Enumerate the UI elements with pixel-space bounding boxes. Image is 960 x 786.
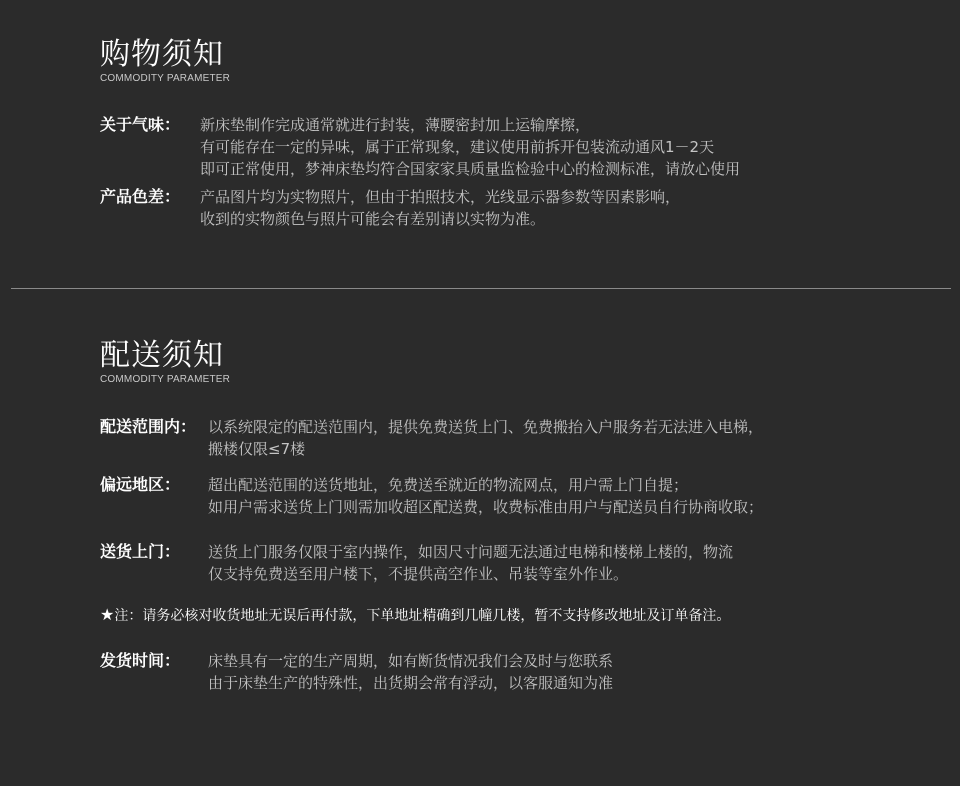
delivery-range-line-1: 以系统限定的配送范围内，提供免费送货上门、免费搬抬入户服务若无法进入电梯，: [208, 418, 764, 436]
delivery-range-label: 配送范围内：: [100, 417, 197, 436]
section-divider: [11, 288, 951, 289]
shipping-time-line-1: 床垫具有一定的生产周期，如有断货情况我们会及时与您联系: [208, 652, 614, 670]
color-diff-line-2: 收到的实物颜色与照片可能会有差别请以实物为准。: [200, 210, 546, 228]
color-diff-line-1: 产品图片均为实物照片，但由于拍照技术，光线显示器参数等因素影响，: [200, 188, 681, 206]
shipping-time-line-2: 由于床垫生产的特殊性，出货期会常有浮动，以客服通知为准: [208, 674, 614, 692]
shopping-subtitle: COMMODITY PARAMETER: [100, 73, 231, 84]
door-delivery-line-1: 送货上门服务仅限于室内操作，如因尺寸问题无法通过电梯和楼梯上楼的，物流: [208, 543, 734, 561]
smell-text: [200, 114, 740, 180]
delivery-range-line-2: 搬楼仅限≤7楼: [208, 440, 306, 458]
color-diff-label: 产品色差：: [100, 187, 181, 206]
delivery-range-text: [208, 416, 763, 460]
shopping-title: 购物须知: [100, 37, 224, 72]
remote-area-label: 偏远地区：: [100, 475, 181, 494]
smell-label: 关于气味：: [100, 115, 181, 134]
door-delivery-line-2: 仅支持免费送至用户楼下，不提供高空作业、吊装等室外作业。: [208, 565, 629, 583]
door-delivery-text: [208, 541, 733, 585]
color-diff-text: [200, 186, 680, 230]
delivery-title: 配送须知: [100, 338, 224, 373]
shipping-time-label: 发货时间：: [100, 651, 181, 670]
shipping-time-text: [208, 650, 613, 694]
smell-line-3: 即可正常使用，梦神床垫均符合国家家具质量监检验中心的检测标准，请放心使用: [200, 160, 741, 178]
door-delivery-label: 送货上门：: [100, 542, 181, 561]
delivery-note: [100, 604, 730, 627]
smell-line-2: 有可能存在一定的异味，属于正常现象，建议使用前拆开包装流动通风1－2天: [200, 138, 715, 156]
star-icon: ★: [100, 605, 115, 624]
remote-area-line-2: 如用户需求送货上门则需加收超区配送费，收费标准由用户与配送员自行协商收取；: [208, 498, 764, 516]
smell-line-1: 新床垫制作完成通常就进行封装，薄腰密封加上运输摩擦，: [200, 116, 591, 134]
delivery-note-text: 注：请务必核对收货地址无误后再付款，下单地址精确到几幢几楼，暂不支持修改地址及订单备注。: [114, 608, 731, 624]
delivery-subtitle: COMMODITY PARAMETER: [100, 374, 231, 385]
remote-area-text: [208, 474, 763, 518]
remote-area-line-1: 超出配送范围的送货地址，免费送至就近的物流网点，用户需上门自提；: [208, 476, 689, 494]
